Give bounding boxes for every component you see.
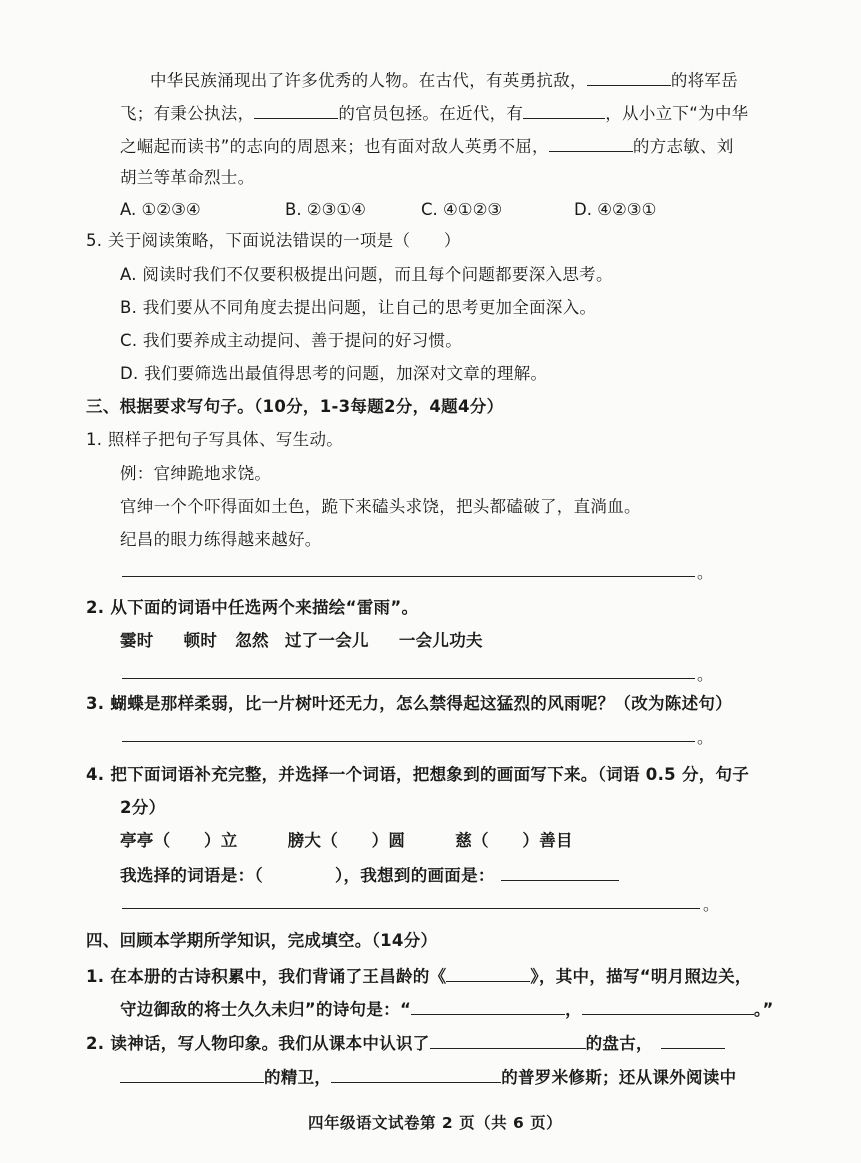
period-mark: 。 [703,895,720,914]
word-list [120,628,483,654]
picture-label: ），我想到的画面是： [334,866,495,885]
idiom-fill[interactable]: 膀大（ ）圆 [287,831,406,850]
answer-line[interactable] [122,678,695,679]
question-text: 的盘古， [585,1034,653,1053]
s4-question-2 [86,1029,725,1057]
answer-blank[interactable] [661,1029,725,1049]
s4-question-1 [86,962,752,990]
passage-text: 的将军岳 [670,71,739,90]
s3-question-2: 2. 从下面的词语中任选两个来描绘“雷雨”。 [86,598,419,617]
answer-blank[interactable] [501,861,619,881]
s3-question-1: 1. 照样子把句子写具体、写生动。 [86,430,344,449]
section-3-title: 三、根据要求写句子。（10分，1-3每题2分，4题4分） [86,397,504,416]
question-text: 2. 读神话，写人物印象。我们从课本中认识了 [86,1034,430,1053]
period-mark: 。 [697,728,714,747]
question-5-stem: 5. 关于阅读策略，下面说法错误的一项是（ ） [86,231,461,250]
page-footer: 四年级语文试卷第 2 页（共 6 页） [308,1114,563,1132]
answer-blank[interactable] [120,1063,264,1083]
word: 霎时 [120,631,154,650]
q5-option-c[interactable]: C. 我们要养成主动提问、善于提问的好习惯。 [120,331,463,350]
option-d[interactable]: D. ④②③① [574,200,657,219]
answer-blank[interactable] [549,132,633,152]
period-mark: 。 [697,665,714,684]
period-mark: 。 [697,563,714,582]
passage-text: ，从小立下“为中华 [605,104,749,123]
answer-blank[interactable] [446,962,530,982]
option-b[interactable]: B. ②③①④ [285,200,366,219]
answer-blank[interactable] [582,995,754,1015]
idiom-row [120,828,573,854]
word: 忽然 [235,631,269,650]
s3-question-3: 3. 蝴蝶是那样柔弱，比一片树叶还无力，怎么禁得起这猛烈的风雨呢？（改为陈述句） [86,694,732,713]
passage-text: 中华民族涌现出了许多优秀的人物。在古代，有英勇抗敌， [150,71,587,90]
word: 过了一会儿 [284,631,369,650]
passage-line-4: 胡兰等革命烈士。 [120,168,255,187]
passage-text: 的官员包拯。在近代，有 [338,104,524,123]
s3-question-4: 4. 把下面词语补充完整，并选择一个词语，把想象到的画面写下来。（词语 0.5 分，句子 [86,765,750,784]
s3-question-4-cont: 2分） [120,798,166,817]
example-label: 例：官绅跪地求饶。 [120,464,272,483]
question-text: ， [565,1000,582,1019]
passage-text: 的方志敏、刘 [632,137,734,156]
answer-blank[interactable] [331,1063,501,1083]
question-text: 1. 在本册的古诗积累中，我们背诵了王昌龄的《 [86,967,447,986]
idiom-fill[interactable]: 慈（ ）善目 [455,831,573,850]
passage-text: 飞；有秉公执法， [120,104,255,123]
answer-blank[interactable] [587,66,671,86]
s4-question-2-cont [120,1063,736,1091]
answer-blank[interactable] [430,1029,586,1049]
answer-line[interactable] [122,576,695,577]
q5-option-d[interactable]: D. 我们要筛选出最值得思考的问题，加深对文章的理解。 [120,364,548,383]
word: 顿时 [183,631,218,650]
q5-option-a[interactable]: A. 阅读时我们不仅要积极提出问题，而且每个问题都要深入思考。 [120,265,613,284]
question-text: 的普罗米修斯；还从课外阅读中 [501,1068,737,1087]
answer-line[interactable] [122,908,700,909]
q5-option-b[interactable]: B. 我们要从不同角度去提出问题，让自己的思考更加全面深入。 [120,298,597,317]
choice-label: 我选择的词语是：（ [120,866,263,885]
prompt-sentence: 纪昌的眼力练得越来越好。 [120,530,322,549]
answer-blank[interactable] [411,995,565,1015]
idiom-fill[interactable]: 亭亭（ ）立 [120,831,238,850]
question-text: 》，其中，描写“明月照边关， [530,967,752,986]
passage-line-1 [150,66,738,94]
answer-blank[interactable] [254,99,338,119]
choice-line [120,861,619,889]
s4-question-1-cont [120,995,774,1023]
passage-line-3 [120,132,734,160]
word: 一会儿功夫 [398,631,483,650]
answer-blank[interactable] [523,99,605,119]
option-c[interactable]: C. ④①②③ [421,200,503,219]
section-4-title: 四、回顾本学期所学知识，完成填空。（14分） [86,931,438,950]
answer-line[interactable] [122,741,695,742]
question-text: 守边御敌的将士久久未归”的诗句是：“ [120,1000,412,1019]
question-text: 。” [753,1000,774,1019]
example-sentence: 官绅一个个吓得面如土色，跪下来磕头求饶，把头都磕破了，直淌血。 [120,497,641,516]
passage-text: 之崛起而读书”的志向的周恩来；也有面对敌人英勇不屈， [120,137,549,156]
option-a[interactable]: A. ①②③④ [120,200,201,219]
question-text: 的精卫， [264,1068,332,1087]
passage-line-2 [120,99,748,127]
